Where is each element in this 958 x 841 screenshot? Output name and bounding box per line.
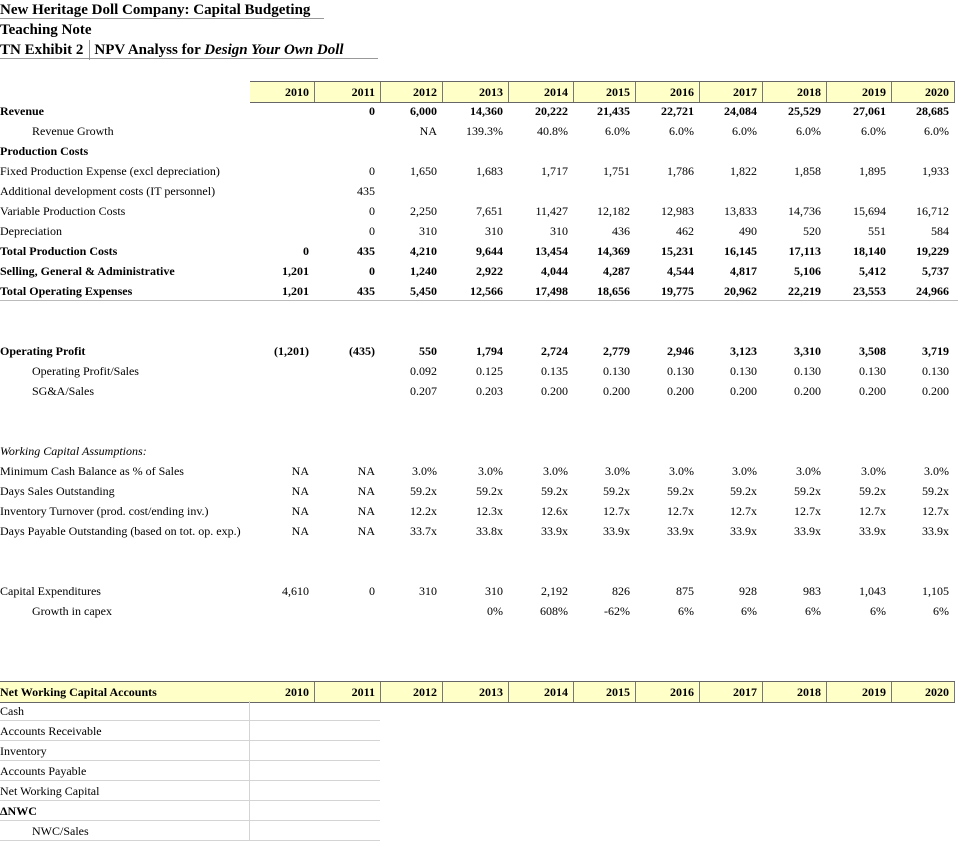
cell-value: NA	[291, 524, 309, 538]
cell-value: 17,498	[535, 284, 568, 298]
cell-value: 59.2x	[859, 484, 886, 498]
cell-value: 1,717	[541, 164, 568, 178]
nwc-row-label: Accounts Payable	[0, 764, 87, 778]
cell-value: 59.2x	[410, 484, 437, 498]
company-title: New Heritage Doll Company: Capital Budgeting	[0, 2, 311, 18]
cell-value: 0	[369, 164, 375, 178]
nwc-header-label: Net Working Capital Accounts	[0, 685, 157, 699]
table-row	[0, 581, 958, 601]
row-label: Total Production Costs	[0, 244, 118, 258]
cell-value: 2,724	[541, 344, 568, 358]
header-separator	[954, 682, 955, 702]
cell-value: 435	[357, 184, 375, 198]
nwc-row	[0, 761, 958, 781]
row-label: Production Costs	[0, 144, 89, 158]
teaching-note-title: Teaching Note	[0, 22, 92, 38]
cell-value: 1,786	[667, 164, 694, 178]
title-underline	[0, 18, 324, 19]
cell-value: 1,794	[476, 344, 503, 358]
table-row	[0, 541, 958, 561]
cell-value: 310	[485, 584, 503, 598]
cell-value: 310	[419, 224, 437, 238]
nwc-row	[0, 701, 958, 721]
cell-value: 15,231	[661, 244, 694, 258]
year-header-2010: 2010	[285, 685, 309, 699]
cell-value: 6%	[933, 604, 949, 618]
cell-value: 928	[739, 584, 757, 598]
nwc-row	[0, 781, 958, 801]
row-label: Operating Profit	[0, 344, 86, 358]
exhibit-desc-italic: Design Your Own Doll	[204, 42, 344, 58]
cell-value: 0	[369, 204, 375, 218]
cell-value: 0.200	[794, 384, 821, 398]
cell-value: 12,983	[661, 204, 694, 218]
table-row	[0, 361, 958, 381]
table-row	[0, 321, 958, 341]
cell-value: 6%	[805, 604, 821, 618]
nwc-year-header-row	[0, 681, 955, 703]
row-label: SG&A/Sales	[32, 384, 95, 398]
row-label: Revenue	[0, 104, 44, 118]
year-header-2010: 2010	[285, 85, 309, 99]
year-header-2013: 2013	[479, 85, 503, 99]
cell-value: 13,833	[724, 204, 757, 218]
cell-value: 19,775	[661, 284, 694, 298]
cell-value: 14,360	[470, 104, 503, 118]
cell-value: 608%	[540, 604, 568, 618]
cell-value: 5,450	[410, 284, 437, 298]
cell-value: 3.0%	[924, 464, 949, 478]
year-header-2018: 2018	[797, 85, 821, 99]
year-header-row	[250, 81, 955, 103]
year-header-2011: 2011	[351, 85, 375, 99]
row-label: Additional development costs (IT personnel)	[0, 184, 216, 198]
cell-value: 59.2x	[730, 484, 757, 498]
cell-value: 40.8%	[537, 124, 568, 138]
year-header-2015: 2015	[606, 85, 630, 99]
cell-value: 6%	[741, 604, 757, 618]
section-divider	[0, 300, 958, 301]
table-row	[0, 181, 958, 201]
cell-value: 1,822	[730, 164, 757, 178]
cell-value: 0.130	[667, 364, 694, 378]
cell-value: 12.7x	[794, 504, 821, 518]
cell-value: 1,043	[859, 584, 886, 598]
exhibit-label: TN Exhibit 2	[0, 40, 90, 60]
cell-value: 12.3x	[476, 504, 503, 518]
year-header-2018: 2018	[797, 685, 821, 699]
cell-value: 0	[369, 104, 375, 118]
cell-value: 2,922	[476, 264, 503, 278]
cell-value: 33.7x	[410, 524, 437, 538]
cell-value: 7,651	[476, 204, 503, 218]
cell-value: 1,933	[922, 164, 949, 178]
nwc-row	[0, 801, 958, 821]
cell-value: 983	[803, 584, 821, 598]
cell-value: 24,084	[724, 104, 757, 118]
nwc-row-label: Net Working Capital	[0, 784, 100, 798]
year-header-2014: 2014	[544, 85, 568, 99]
cell-value: 59.2x	[794, 484, 821, 498]
cell-value: 4,044	[541, 264, 568, 278]
cell-value: 0	[369, 264, 375, 278]
cell-value: 0.207	[410, 384, 437, 398]
cell-value: 12.6x	[541, 504, 568, 518]
cell-value: 826	[612, 584, 630, 598]
cell-value: 6.0%	[732, 124, 757, 138]
cell-value: NA	[291, 504, 309, 518]
row-label: Growth in capex	[32, 604, 112, 618]
table-row	[0, 401, 958, 421]
cell-value: 5,106	[794, 264, 821, 278]
table-row	[0, 501, 958, 521]
cell-value: 27,061	[853, 104, 886, 118]
cell-value: 0.203	[476, 384, 503, 398]
cell-value: 1,105	[922, 584, 949, 598]
cell-value: 33.9x	[541, 524, 568, 538]
cell-value: 0.130	[794, 364, 821, 378]
table-row	[0, 421, 958, 441]
row-label: Capital Expenditures	[0, 584, 101, 598]
table-row	[0, 641, 958, 661]
cell-value: 0.200	[859, 384, 886, 398]
nwc-row	[0, 721, 958, 741]
cell-value: 3,310	[794, 344, 821, 358]
cell-value: 59.2x	[541, 484, 568, 498]
cell-value: 18,656	[597, 284, 630, 298]
cell-value: 2,779	[603, 344, 630, 358]
table-row	[0, 241, 958, 261]
exhibit-description	[90, 40, 343, 60]
cell-value: 2,192	[541, 584, 568, 598]
cell-value: 6.0%	[796, 124, 821, 138]
cell-value: 435	[357, 284, 375, 298]
table-row	[0, 441, 958, 461]
table-row	[0, 561, 958, 581]
cell-value: 16,145	[724, 244, 757, 258]
cell-value: 0.125	[476, 364, 503, 378]
cell-value: 0.130	[922, 364, 949, 378]
cell-value: NA	[291, 484, 309, 498]
cell-value: 16,712	[916, 204, 949, 218]
cell-value: 17,113	[788, 244, 821, 258]
year-header-2015: 2015	[606, 685, 630, 699]
cell-value: 3.0%	[478, 464, 503, 478]
cell-value: 24,966	[916, 284, 949, 298]
row-label: Operating Profit/Sales	[32, 364, 139, 378]
cell-value: 12.2x	[410, 504, 437, 518]
table-row	[0, 521, 958, 541]
cell-value: 33.9x	[922, 524, 949, 538]
year-header-2017: 2017	[733, 85, 757, 99]
cell-value: NA	[357, 524, 375, 538]
table-row	[0, 161, 958, 181]
year-header-2020: 2020	[925, 85, 949, 99]
cell-value: 12,566	[470, 284, 503, 298]
cell-value: 9,644	[476, 244, 503, 258]
cell-value: NA	[357, 484, 375, 498]
cell-value: 139.3%	[466, 124, 503, 138]
cell-value: 0%	[487, 604, 503, 618]
cell-value: 11,427	[535, 204, 568, 218]
nwc-row-label: Inventory	[0, 744, 47, 758]
cell-value: 3.0%	[861, 464, 886, 478]
cell-value: 490	[739, 224, 757, 238]
year-header-2016: 2016	[670, 685, 694, 699]
table-row	[0, 621, 958, 641]
cell-value: NA	[419, 124, 437, 138]
cell-value: 59.2x	[476, 484, 503, 498]
cell-value: 33.9x	[603, 524, 630, 538]
table-row	[0, 101, 958, 121]
year-header-2014: 2014	[544, 685, 568, 699]
cell-value: 20,962	[724, 284, 757, 298]
nwc-row	[0, 821, 958, 841]
cell-value: 12.7x	[859, 504, 886, 518]
cell-value: 0.200	[603, 384, 630, 398]
cell-value: 59.2x	[603, 484, 630, 498]
year-header-2020: 2020	[925, 685, 949, 699]
table-row	[0, 481, 958, 501]
table-row	[0, 461, 958, 481]
exhibit-desc-prefix: NPV Analyss for	[94, 42, 205, 58]
cell-value: 4,544	[667, 264, 694, 278]
cell-value: 6.0%	[924, 124, 949, 138]
cell-value: 1,683	[476, 164, 503, 178]
cell-value: (435)	[349, 344, 375, 358]
cell-value: 3,719	[922, 344, 949, 358]
cell-value: 14,369	[597, 244, 630, 258]
cell-value: 6%	[678, 604, 694, 618]
cell-value: 1,201	[282, 284, 309, 298]
cell-value: 3.0%	[669, 464, 694, 478]
cell-value: 1,650	[410, 164, 437, 178]
cell-value: 0.200	[541, 384, 568, 398]
cell-value: 2,946	[667, 344, 694, 358]
cell-value: 3,508	[859, 344, 886, 358]
cell-value: 435	[357, 244, 375, 258]
cell-value: 15,694	[853, 204, 886, 218]
cell-value: 20,222	[535, 104, 568, 118]
cell-value: 33.8x	[476, 524, 503, 538]
year-header-2016: 2016	[670, 85, 694, 99]
cell-value: 3,123	[730, 344, 757, 358]
row-label: Days Payable Outstanding (based on tot. op. exp.)	[0, 524, 241, 538]
cell-value: 21,435	[597, 104, 630, 118]
cell-value: (1,201)	[274, 344, 309, 358]
cell-value: 0.135	[541, 364, 568, 378]
table-row	[0, 301, 958, 321]
cell-value: 462	[676, 224, 694, 238]
cell-value: NA	[357, 504, 375, 518]
cell-value: 1,895	[859, 164, 886, 178]
cell-value: 13,454	[535, 244, 568, 258]
cell-value: 3.0%	[543, 464, 568, 478]
row-label: Revenue Growth	[32, 124, 114, 138]
cell-value: 520	[803, 224, 821, 238]
cell-value: 33.9x	[794, 524, 821, 538]
cell-value: 1,240	[410, 264, 437, 278]
table-row	[0, 601, 958, 621]
cell-value: NA	[357, 464, 375, 478]
header-separator	[954, 82, 955, 102]
row-label: Minimum Cash Balance as % of Sales	[0, 464, 184, 478]
cell-value: 6.0%	[605, 124, 630, 138]
year-header-2013: 2013	[479, 685, 503, 699]
year-header-2017: 2017	[733, 685, 757, 699]
table-row	[0, 141, 958, 161]
cell-value: 0	[369, 584, 375, 598]
grid-column-line	[249, 701, 250, 841]
table-row	[0, 201, 958, 221]
cell-value: 551	[868, 224, 886, 238]
table-row	[0, 281, 958, 301]
cell-value: 0.092	[410, 364, 437, 378]
cell-value: 550	[419, 344, 437, 358]
cell-value: 0.200	[667, 384, 694, 398]
cell-value: 59.2x	[667, 484, 694, 498]
cell-value: 23,553	[853, 284, 886, 298]
cell-value: 3.0%	[796, 464, 821, 478]
cell-value: 4,610	[282, 584, 309, 598]
year-header-2019: 2019	[862, 685, 886, 699]
row-label: Total Operating Expenses	[0, 284, 133, 298]
nwc-row-label: NWC/Sales	[32, 824, 89, 838]
nwc-row-label: Cash	[0, 704, 24, 718]
cell-value: 1,858	[794, 164, 821, 178]
cell-value: 6.0%	[669, 124, 694, 138]
cell-value: 6.0%	[861, 124, 886, 138]
table-row	[0, 341, 958, 361]
cell-value: 3.0%	[412, 464, 437, 478]
nwc-row-label: ΔNWC	[0, 804, 37, 818]
year-header-2012: 2012	[413, 85, 437, 99]
cell-value: 0.130	[603, 364, 630, 378]
cell-value: 2,250	[410, 204, 437, 218]
cell-value: 19,229	[916, 244, 949, 258]
row-label: Selling, General & Administrative	[0, 264, 175, 278]
cell-value: 6%	[870, 604, 886, 618]
cell-value: 6,000	[410, 104, 437, 118]
cell-value: 12.7x	[922, 504, 949, 518]
cell-value: 28,685	[916, 104, 949, 118]
cell-value: 1,201	[282, 264, 309, 278]
cell-value: 5,412	[859, 264, 886, 278]
cell-value: 22,219	[788, 284, 821, 298]
nwc-row	[0, 741, 958, 761]
cell-value: 4,817	[730, 264, 757, 278]
cell-value: 875	[676, 584, 694, 598]
cell-value: 59.2x	[922, 484, 949, 498]
cell-value: 310	[485, 224, 503, 238]
title-block	[0, 0, 344, 60]
exhibit-underline	[0, 58, 378, 59]
cell-value: 0.130	[730, 364, 757, 378]
row-label: Days Sales Outstanding	[0, 484, 115, 498]
row-label: Working Capital Assumptions:	[0, 444, 147, 458]
cell-value: 12.7x	[667, 504, 694, 518]
table-row	[0, 121, 958, 141]
cell-value: 3.0%	[732, 464, 757, 478]
cell-value: 22,721	[661, 104, 694, 118]
cell-value: 3.0%	[605, 464, 630, 478]
cell-value: 33.9x	[730, 524, 757, 538]
cell-value: 1,751	[603, 164, 630, 178]
cell-value: 310	[419, 584, 437, 598]
year-header-2012: 2012	[413, 685, 437, 699]
cell-value: 12.7x	[730, 504, 757, 518]
row-label: Inventory Turnover (prod. cost/ending inv.)	[0, 504, 209, 518]
cell-value: 310	[550, 224, 568, 238]
row-label: Depreciation	[0, 224, 62, 238]
table-row	[0, 261, 958, 281]
cell-value: 4,210	[410, 244, 437, 258]
nwc-row-label: Accounts Receivable	[0, 724, 102, 738]
cell-value: 33.9x	[667, 524, 694, 538]
cell-value: NA	[291, 464, 309, 478]
cell-value: 14,736	[788, 204, 821, 218]
cell-value: 0.130	[859, 364, 886, 378]
cell-value: 18,140	[853, 244, 886, 258]
cell-value: 4,287	[603, 264, 630, 278]
cell-value: 12,182	[597, 204, 630, 218]
cell-value: 0	[303, 244, 309, 258]
cell-value: 12.7x	[603, 504, 630, 518]
cell-value: 436	[612, 224, 630, 238]
row-label: Variable Production Costs	[0, 204, 126, 218]
table-row	[0, 381, 958, 401]
cell-value: 5,737	[922, 264, 949, 278]
row-label: Fixed Production Expense (excl depreciation)	[0, 164, 220, 178]
cell-value: 584	[931, 224, 949, 238]
cell-value: -62%	[604, 604, 630, 618]
cell-value: 0.200	[922, 384, 949, 398]
table-row	[0, 221, 958, 241]
cell-value: 25,529	[788, 104, 821, 118]
cell-value: 33.9x	[859, 524, 886, 538]
year-header-2019: 2019	[862, 85, 886, 99]
exhibit-title	[0, 40, 344, 60]
cell-value: 0	[369, 224, 375, 238]
cell-value: 0.200	[730, 384, 757, 398]
year-header-2011: 2011	[351, 685, 375, 699]
